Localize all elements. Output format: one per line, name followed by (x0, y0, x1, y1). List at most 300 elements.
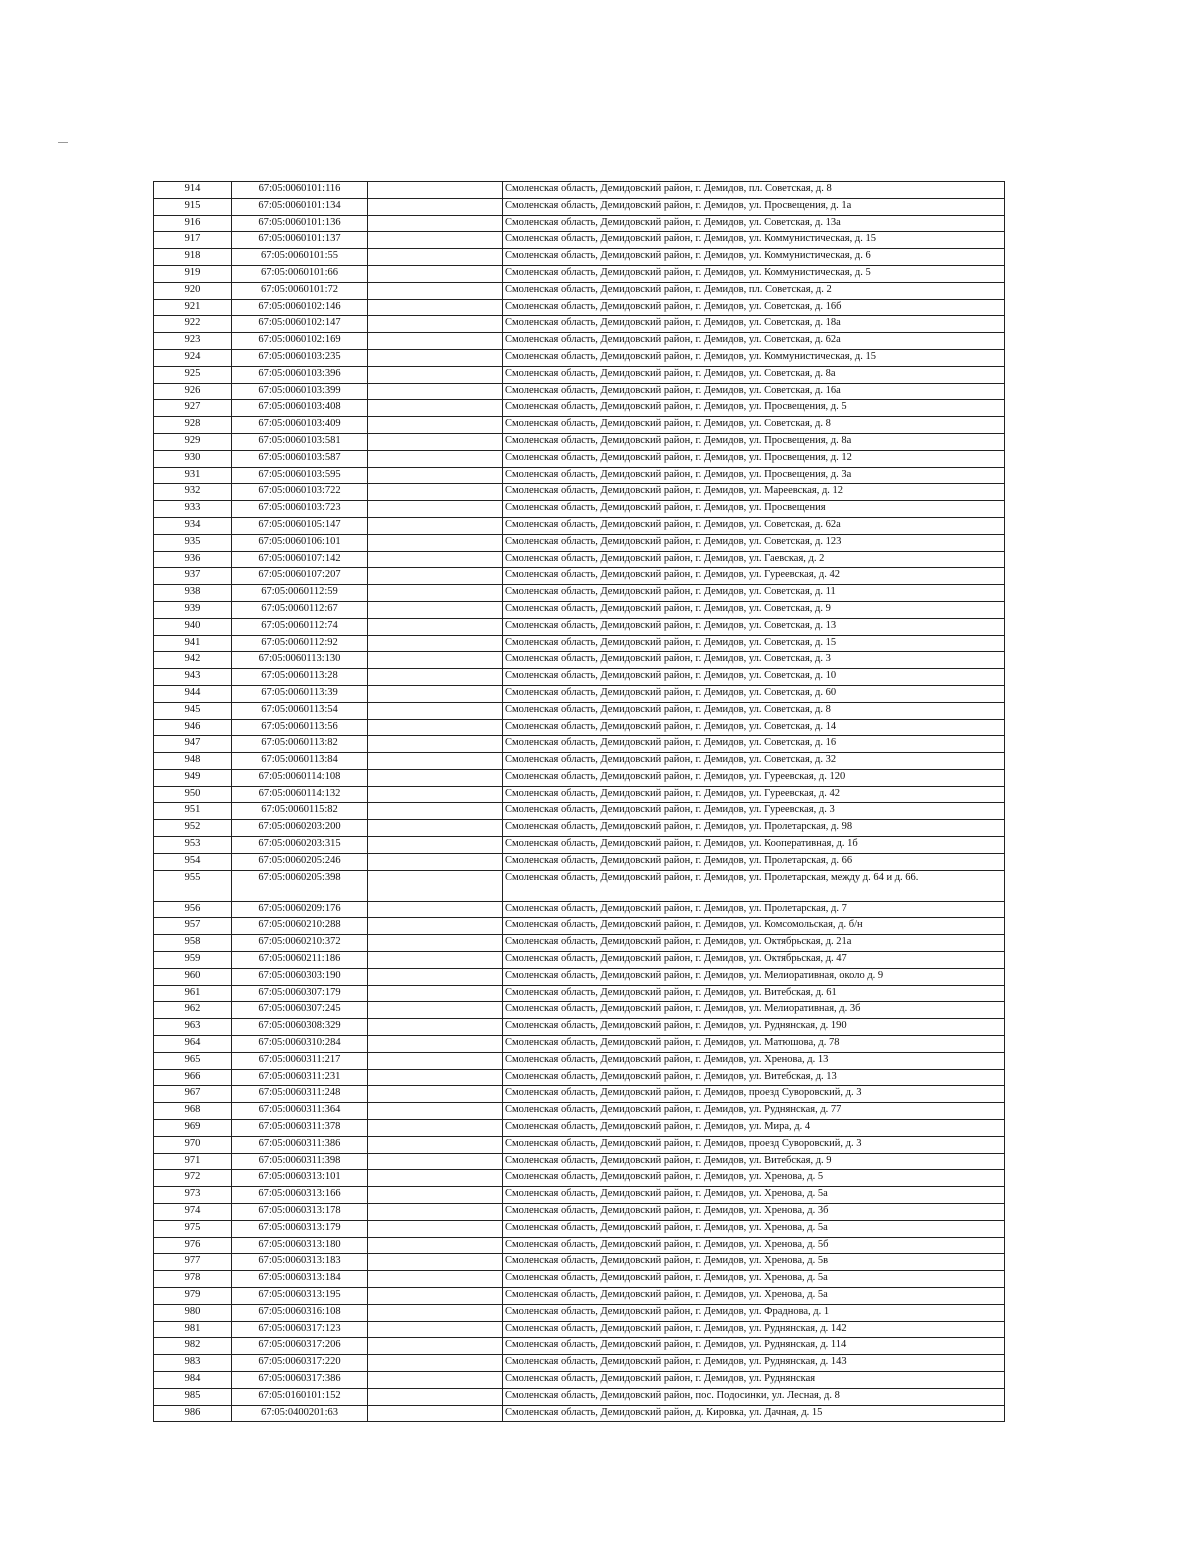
row-number-cell: 928 (154, 417, 232, 434)
empty-cell (368, 450, 503, 467)
cadastral-number-cell: 67:05:0060311:386 (232, 1136, 368, 1153)
table-row (154, 618, 1005, 635)
cadastral-number-cell: 67:05:0060313:184 (232, 1271, 368, 1288)
address-cell: Смоленская область, Демидовский район, г. Демидов, ул. Витебская, д. 61 (503, 985, 1005, 1002)
table-row (154, 1355, 1005, 1372)
empty-cell (368, 968, 503, 985)
cadastral-number-cell: 67:05:0060311:248 (232, 1086, 368, 1103)
table-row (154, 450, 1005, 467)
table-row (154, 1136, 1005, 1153)
table-row (154, 736, 1005, 753)
row-number-cell: 942 (154, 652, 232, 669)
address-cell: Смоленская область, Демидовский район, г. Демидов, ул. Октябрьская, д. 47 (503, 952, 1005, 969)
empty-cell (368, 1237, 503, 1254)
address-cell: Смоленская область, Демидовский район, г. Демидов, ул. Пролетарская, д. 98 (503, 820, 1005, 837)
address-cell: Смоленская область, Демидовский район, г. Демидов, ул. Хренова, д. 3б (503, 1204, 1005, 1221)
table-row (154, 383, 1005, 400)
row-number-cell: 972 (154, 1170, 232, 1187)
empty-cell (368, 1338, 503, 1355)
empty-cell (368, 484, 503, 501)
row-number-cell: 917 (154, 232, 232, 249)
row-number-cell: 969 (154, 1120, 232, 1137)
address-cell: Смоленская область, Демидовский район, д. Кировка, ул. Дачная, д. 15 (503, 1405, 1005, 1422)
empty-cell (368, 232, 503, 249)
cadastral-number-cell: 67:05:0060205:246 (232, 853, 368, 870)
address-cell: Смоленская область, Демидовский район, г. Демидов, ул. Хренова, д. 5в (503, 1254, 1005, 1271)
empty-cell (368, 1170, 503, 1187)
empty-cell (368, 299, 503, 316)
empty-cell (368, 1136, 503, 1153)
empty-cell (368, 618, 503, 635)
row-number-cell: 965 (154, 1052, 232, 1069)
row-number-cell: 962 (154, 1002, 232, 1019)
cadastral-number-cell: 67:05:0060311:398 (232, 1153, 368, 1170)
address-cell: Смоленская область, Демидовский район, г. Демидов, ул. Советская, д. 8 (503, 417, 1005, 434)
cadastral-number-cell: 67:05:0060112:59 (232, 585, 368, 602)
cadastral-number-cell: 67:05:0060210:372 (232, 935, 368, 952)
table-row (154, 417, 1005, 434)
cadastral-number-cell: 67:05:0060103:723 (232, 501, 368, 518)
address-cell: Смоленская область, Демидовский район, г. Демидов, ул. Витебская, д. 13 (503, 1069, 1005, 1086)
empty-cell (368, 400, 503, 417)
address-cell: Смоленская область, Демидовский район, г. Демидов, ул. Коммунистическая, д. 6 (503, 249, 1005, 266)
row-number-cell: 974 (154, 1204, 232, 1221)
address-cell: Смоленская область, Демидовский район, г. Демидов, ул. Гуреевская, д. 42 (503, 786, 1005, 803)
cadastral-number-cell: 67:05:0060103:587 (232, 450, 368, 467)
row-number-cell: 973 (154, 1187, 232, 1204)
cadastral-number-cell: 67:05:0060102:147 (232, 316, 368, 333)
row-number-cell: 957 (154, 918, 232, 935)
table-row (154, 1371, 1005, 1388)
table-row (154, 316, 1005, 333)
row-number-cell: 953 (154, 837, 232, 854)
table-row (154, 484, 1005, 501)
cadastral-number-cell: 67:05:0060316:108 (232, 1304, 368, 1321)
row-number-cell: 956 (154, 901, 232, 918)
row-number-cell: 929 (154, 433, 232, 450)
row-number-cell: 945 (154, 702, 232, 719)
table-row (154, 820, 1005, 837)
cadastral-number-cell: 67:05:0060113:28 (232, 669, 368, 686)
row-number-cell: 915 (154, 198, 232, 215)
table-row (154, 952, 1005, 969)
empty-cell (368, 1086, 503, 1103)
empty-cell (368, 1036, 503, 1053)
address-cell: Смоленская область, Демидовский район, г. Демидов, ул. Хренова, д. 5б (503, 1237, 1005, 1254)
address-cell: Смоленская область, Демидовский район, г. Демидов, ул. Мелиоративная, д. 3б (503, 1002, 1005, 1019)
cadastral-number-cell: 67:05:0060313:178 (232, 1204, 368, 1221)
table-row (154, 182, 1005, 199)
row-number-cell: 971 (154, 1153, 232, 1170)
table-row (154, 803, 1005, 820)
cadastral-number-cell: 67:05:0060313:183 (232, 1254, 368, 1271)
table-row (154, 719, 1005, 736)
address-cell: Смоленская область, Демидовский район, г. Демидов, ул. Хренова, д. 5а (503, 1220, 1005, 1237)
address-cell: Смоленская область, Демидовский район, г. Демидов, ул. Советская, д. 14 (503, 719, 1005, 736)
empty-cell (368, 820, 503, 837)
cadastral-number-cell: 67:05:0060101:116 (232, 182, 368, 199)
empty-cell (368, 803, 503, 820)
empty-cell (368, 1019, 503, 1036)
row-number-cell: 960 (154, 968, 232, 985)
table-row (154, 601, 1005, 618)
empty-cell (368, 383, 503, 400)
row-number-cell: 983 (154, 1355, 232, 1372)
empty-cell (368, 534, 503, 551)
table-row (154, 968, 1005, 985)
address-cell: Смоленская область, Демидовский район, г. Демидов, ул. Витебская, д. 9 (503, 1153, 1005, 1170)
table-row (154, 400, 1005, 417)
row-number-cell: 922 (154, 316, 232, 333)
empty-cell (368, 837, 503, 854)
row-number-cell: 970 (154, 1136, 232, 1153)
row-number-cell: 936 (154, 551, 232, 568)
table-row (154, 198, 1005, 215)
empty-cell (368, 901, 503, 918)
address-cell: Смоленская область, Демидовский район, г. Демидов, ул. Советская, д. 60 (503, 685, 1005, 702)
empty-cell (368, 652, 503, 669)
table-row (154, 1338, 1005, 1355)
table-row (154, 901, 1005, 918)
cadastral-number-cell: 67:05:0060307:179 (232, 985, 368, 1002)
table-row (154, 918, 1005, 935)
address-cell: Смоленская область, Демидовский район, г. Демидов, ул. Мареевская, д. 12 (503, 484, 1005, 501)
address-cell: Смоленская область, Демидовский район, г. Демидов, ул. Руднянская, д. 142 (503, 1321, 1005, 1338)
cadastral-number-cell: 67:05:0060115:82 (232, 803, 368, 820)
table-row (154, 568, 1005, 585)
address-cell: Смоленская область, Демидовский район, г. Демидов, ул. Руднянская, д. 190 (503, 1019, 1005, 1036)
table-row (154, 282, 1005, 299)
empty-cell (368, 333, 503, 350)
table-row (154, 1288, 1005, 1305)
row-number-cell: 981 (154, 1321, 232, 1338)
row-number-cell: 976 (154, 1237, 232, 1254)
table-row (154, 299, 1005, 316)
empty-cell (368, 568, 503, 585)
address-cell: Смоленская область, Демидовский район, г. Демидов, ул. Советская, д. 62а (503, 333, 1005, 350)
row-number-cell: 914 (154, 182, 232, 199)
table-row (154, 1086, 1005, 1103)
address-cell: Смоленская область, Демидовский район, г. Демидов, ул. Советская, д. 10 (503, 669, 1005, 686)
table-row (154, 702, 1005, 719)
empty-cell (368, 786, 503, 803)
address-cell: Смоленская область, Демидовский район, г. Демидов, ул. Коммунистическая, д. 15 (503, 232, 1005, 249)
empty-cell (368, 1002, 503, 1019)
table-row (154, 853, 1005, 870)
cadastral-number-cell: 67:05:0060113:54 (232, 702, 368, 719)
table-row (154, 1120, 1005, 1137)
table-row (154, 669, 1005, 686)
table-row (154, 249, 1005, 266)
row-number-cell: 961 (154, 985, 232, 1002)
empty-cell (368, 1254, 503, 1271)
row-number-cell: 977 (154, 1254, 232, 1271)
table-row (154, 467, 1005, 484)
cadastral-number-cell: 67:05:0060103:409 (232, 417, 368, 434)
address-cell: Смоленская область, Демидовский район, г. Демидов, ул. Пролетарская, между д. 64 и д. 66. (503, 870, 1005, 901)
table-row (154, 685, 1005, 702)
empty-cell (368, 215, 503, 232)
cadastral-number-cell: 67:05:0060205:398 (232, 870, 368, 901)
table-row (154, 551, 1005, 568)
row-number-cell: 967 (154, 1086, 232, 1103)
cadastral-number-cell: 67:05:0060317:123 (232, 1321, 368, 1338)
cadastral-number-cell: 67:05:0060310:284 (232, 1036, 368, 1053)
address-cell: Смоленская область, Демидовский район, г. Демидов, ул. Гуреевская, д. 3 (503, 803, 1005, 820)
cadastral-number-cell: 67:05:0060103:408 (232, 400, 368, 417)
address-cell: Смоленская область, Демидовский район, г. Демидов, ул. Гуреевская, д. 42 (503, 568, 1005, 585)
address-cell: Смоленская область, Демидовский район, г. Демидов, ул. Фраднова, д. 1 (503, 1304, 1005, 1321)
table-row (154, 1220, 1005, 1237)
cadastral-number-cell: 67:05:0060101:134 (232, 198, 368, 215)
empty-cell (368, 1069, 503, 1086)
address-cell: Смоленская область, Демидовский район, г. Демидов, пл. Советская, д. 8 (503, 182, 1005, 199)
cadastral-number-cell: 67:05:0060113:84 (232, 753, 368, 770)
cadastral-number-cell: 67:05:0060112:74 (232, 618, 368, 635)
empty-cell (368, 265, 503, 282)
table-row (154, 366, 1005, 383)
row-number-cell: 954 (154, 853, 232, 870)
empty-cell (368, 1371, 503, 1388)
empty-cell (368, 182, 503, 199)
address-cell: Смоленская область, Демидовский район, г. Демидов, ул. Советская, д. 16а (503, 383, 1005, 400)
row-number-cell: 979 (154, 1288, 232, 1305)
empty-cell (368, 1321, 503, 1338)
cadastral-number-cell: 67:05:0060313:179 (232, 1220, 368, 1237)
empty-cell (368, 1103, 503, 1120)
address-cell: Смоленская область, Демидовский район, г. Демидов, ул. Просвещения, д. 3а (503, 467, 1005, 484)
table-row (154, 1019, 1005, 1036)
row-number-cell: 927 (154, 400, 232, 417)
cadastral-number-cell: 67:05:0060113:82 (232, 736, 368, 753)
address-cell: Смоленская область, Демидовский район, г. Демидов, ул. Пролетарская, д. 66 (503, 853, 1005, 870)
cadastral-number-cell: 67:05:0060107:207 (232, 568, 368, 585)
table-row (154, 1170, 1005, 1187)
table-row (154, 1405, 1005, 1422)
row-number-cell: 923 (154, 333, 232, 350)
table-row (154, 215, 1005, 232)
row-number-cell: 916 (154, 215, 232, 232)
address-cell: Смоленская область, Демидовский район, г. Демидов, ул. Октябрьская, д. 21а (503, 935, 1005, 952)
address-cell: Смоленская область, Демидовский район, г. Демидов, ул. Руднянская (503, 1371, 1005, 1388)
row-number-cell: 950 (154, 786, 232, 803)
cadastral-number-cell: 67:05:0060317:220 (232, 1355, 368, 1372)
cadastral-number-cell: 67:05:0160101:152 (232, 1388, 368, 1405)
row-number-cell: 968 (154, 1103, 232, 1120)
address-cell: Смоленская область, Демидовский район, г. Демидов, ул. Хренова, д. 5а (503, 1271, 1005, 1288)
cadastral-number-cell: 67:05:0060313:195 (232, 1288, 368, 1305)
empty-cell (368, 753, 503, 770)
address-cell: Смоленская область, Демидовский район, г. Демидов, ул. Хренова, д. 5а (503, 1288, 1005, 1305)
empty-cell (368, 870, 503, 901)
row-number-cell: 925 (154, 366, 232, 383)
row-number-cell: 949 (154, 769, 232, 786)
row-number-cell: 963 (154, 1019, 232, 1036)
empty-cell (368, 685, 503, 702)
row-number-cell: 964 (154, 1036, 232, 1053)
empty-cell (368, 702, 503, 719)
row-number-cell: 941 (154, 635, 232, 652)
address-cell: Смоленская область, Демидовский район, г. Демидов, ул. Просвещения, д. 12 (503, 450, 1005, 467)
table-row (154, 501, 1005, 518)
table-row (154, 786, 1005, 803)
empty-cell (368, 601, 503, 618)
empty-cell (368, 1405, 503, 1422)
cadastral-number-cell: 67:05:0060303:190 (232, 968, 368, 985)
address-cell: Смоленская область, Демидовский район, г. Демидов, ул. Просвещения, д. 1а (503, 198, 1005, 215)
address-cell: Смоленская область, Демидовский район, г. Демидов, ул. Советская, д. 13 (503, 618, 1005, 635)
address-cell: Смоленская область, Демидовский район, г. Демидов, ул. Мира, д. 4 (503, 1120, 1005, 1137)
table-row (154, 1271, 1005, 1288)
address-cell: Смоленская область, Демидовский район, г. Демидов, ул. Советская, д. 13а (503, 215, 1005, 232)
address-cell: Смоленская область, Демидовский район, г. Демидов, ул. Коммунистическая, д. 5 (503, 265, 1005, 282)
address-cell: Смоленская область, Демидовский район, г. Демидов, ул. Советская, д. 32 (503, 753, 1005, 770)
address-cell: Смоленская область, Демидовский район, г. Демидов, ул. Советская, д. 62а (503, 517, 1005, 534)
table-row (154, 1187, 1005, 1204)
address-cell: Смоленская область, Демидовский район, г. Демидов, ул. Просвещения, д. 5 (503, 400, 1005, 417)
empty-cell (368, 467, 503, 484)
table-row (154, 1237, 1005, 1254)
row-number-cell: 924 (154, 349, 232, 366)
cadastral-number-cell: 67:05:0060203:315 (232, 837, 368, 854)
empty-cell (368, 918, 503, 935)
row-number-cell: 921 (154, 299, 232, 316)
cadastral-number-cell: 67:05:0060101:72 (232, 282, 368, 299)
address-cell: Смоленская область, Демидовский район, г. Демидов, ул. Советская, д. 3 (503, 652, 1005, 669)
table-row (154, 585, 1005, 602)
cadastral-number-cell: 67:05:0060113:130 (232, 652, 368, 669)
cadastral-number-cell: 67:05:0060112:67 (232, 601, 368, 618)
address-cell: Смоленская область, Демидовский район, г. Демидов, ул. Руднянская, д. 77 (503, 1103, 1005, 1120)
empty-cell (368, 417, 503, 434)
empty-cell (368, 433, 503, 450)
empty-cell (368, 1288, 503, 1305)
table-row (154, 1204, 1005, 1221)
row-number-cell: 934 (154, 517, 232, 534)
address-cell: Смоленская область, Демидовский район, г. Демидов, пл. Советская, д. 2 (503, 282, 1005, 299)
empty-cell (368, 249, 503, 266)
row-number-cell: 947 (154, 736, 232, 753)
cadastral-number-cell: 67:05:0060114:108 (232, 769, 368, 786)
cadastral-number-cell: 67:05:0060311:364 (232, 1103, 368, 1120)
row-number-cell: 958 (154, 935, 232, 952)
address-cell: Смоленская область, Демидовский район, г. Демидов, ул. Хренова, д. 5 (503, 1170, 1005, 1187)
address-cell: Смоленская область, Демидовский район, г. Демидов, ул. Мелиоративная, около д. 9 (503, 968, 1005, 985)
row-number-cell: 939 (154, 601, 232, 618)
table-row (154, 1304, 1005, 1321)
row-number-cell: 943 (154, 669, 232, 686)
cadastral-number-cell: 67:05:0060113:39 (232, 685, 368, 702)
address-cell: Смоленская область, Демидовский район, г. Демидов, проезд Суворовский, д. 3 (503, 1136, 1005, 1153)
table-row (154, 1254, 1005, 1271)
row-number-cell: 975 (154, 1220, 232, 1237)
row-number-cell: 933 (154, 501, 232, 518)
cadastral-number-cell: 67:05:0060101:66 (232, 265, 368, 282)
cadastral-number-cell: 67:05:0060311:231 (232, 1069, 368, 1086)
address-cell: Смоленская область, Демидовский район, г. Демидов, ул. Руднянская, д. 143 (503, 1355, 1005, 1372)
row-number-cell: 935 (154, 534, 232, 551)
empty-cell (368, 198, 503, 215)
empty-cell (368, 585, 503, 602)
empty-cell (368, 1120, 503, 1137)
cadastral-number-cell: 67:05:0060211:186 (232, 952, 368, 969)
row-number-cell: 931 (154, 467, 232, 484)
empty-cell (368, 719, 503, 736)
empty-cell (368, 952, 503, 969)
row-number-cell: 920 (154, 282, 232, 299)
row-number-cell: 951 (154, 803, 232, 820)
empty-cell (368, 1220, 503, 1237)
table-row (154, 1153, 1005, 1170)
table-row (154, 1002, 1005, 1019)
table-row (154, 870, 1005, 901)
cadastral-number-cell: 67:05:0060102:169 (232, 333, 368, 350)
table-row (154, 837, 1005, 854)
table-row (154, 1036, 1005, 1053)
table-row (154, 265, 1005, 282)
table-row (154, 1321, 1005, 1338)
address-cell: Смоленская область, Демидовский район, г. Демидов, ул. Советская, д. 11 (503, 585, 1005, 602)
table-row (154, 349, 1005, 366)
address-cell: Смоленская область, Демидовский район, г. Демидов, ул. Коммунистическая, д. 15 (503, 349, 1005, 366)
address-cell: Смоленская область, Демидовский район, г. Демидов, ул. Просвещения, д. 8а (503, 433, 1005, 450)
empty-cell (368, 551, 503, 568)
empty-cell (368, 635, 503, 652)
cadastral-number-cell: 67:05:0060103:235 (232, 349, 368, 366)
address-cell: Смоленская область, Демидовский район, г. Демидов, ул. Советская, д. 16 (503, 736, 1005, 753)
empty-cell (368, 1304, 503, 1321)
address-cell: Смоленская область, Демидовский район, г. Демидов, ул. Пролетарская, д. 7 (503, 901, 1005, 918)
empty-cell (368, 736, 503, 753)
empty-cell (368, 669, 503, 686)
table-row (154, 433, 1005, 450)
table-row (154, 1069, 1005, 1086)
address-cell: Смоленская область, Демидовский район, г. Демидов, ул. Руднянская, д. 114 (503, 1338, 1005, 1355)
empty-cell (368, 366, 503, 383)
address-cell: Смоленская область, Демидовский район, г. Демидов, ул. Хренова, д. 5а (503, 1187, 1005, 1204)
row-number-cell: 919 (154, 265, 232, 282)
document-table-wrapper (153, 181, 1005, 1422)
cadastral-number-cell: 67:05:0060203:200 (232, 820, 368, 837)
address-cell: Смоленская область, Демидовский район, г. Демидов, ул. Советская, д. 9 (503, 601, 1005, 618)
cadastral-number-cell: 67:05:0060313:101 (232, 1170, 368, 1187)
cadastral-number-cell: 67:05:0060106:101 (232, 534, 368, 551)
address-cell: Смоленская область, Демидовский район, г. Демидов, ул. Гуреевская, д. 120 (503, 769, 1005, 786)
row-number-cell: 918 (154, 249, 232, 266)
address-cell: Смоленская область, Демидовский район, г. Демидов, ул. Советская, д. 15 (503, 635, 1005, 652)
cadastral-number-cell: 67:05:0060209:176 (232, 901, 368, 918)
cadastral-number-cell: 67:05:0060103:581 (232, 433, 368, 450)
cadastral-number-cell: 67:05:0060210:288 (232, 918, 368, 935)
row-number-cell: 985 (154, 1388, 232, 1405)
cadastral-number-cell: 67:05:0060113:56 (232, 719, 368, 736)
table-row (154, 517, 1005, 534)
address-cell: Смоленская область, Демидовский район, г. Демидов, ул. Советская, д. 123 (503, 534, 1005, 551)
empty-cell (368, 1187, 503, 1204)
address-cell: Смоленская область, Демидовский район, г. Демидов, ул. Советская, д. 8а (503, 366, 1005, 383)
empty-cell (368, 1388, 503, 1405)
cadastral-number-cell: 67:05:0060317:386 (232, 1371, 368, 1388)
address-cell: Смоленская область, Демидовский район, г. Демидов, ул. Матюшова, д. 78 (503, 1036, 1005, 1053)
address-cell: Смоленская область, Демидовский район, г. Демидов, ул. Комсомольская, д. б/н (503, 918, 1005, 935)
cadastral-number-cell: 67:05:0060103:595 (232, 467, 368, 484)
cadastral-number-cell: 67:05:0060317:206 (232, 1338, 368, 1355)
cadastral-number-cell: 67:05:0060311:217 (232, 1052, 368, 1069)
empty-cell (368, 349, 503, 366)
empty-cell (368, 1052, 503, 1069)
cadastral-number-cell: 67:05:0060103:722 (232, 484, 368, 501)
row-number-cell: 932 (154, 484, 232, 501)
